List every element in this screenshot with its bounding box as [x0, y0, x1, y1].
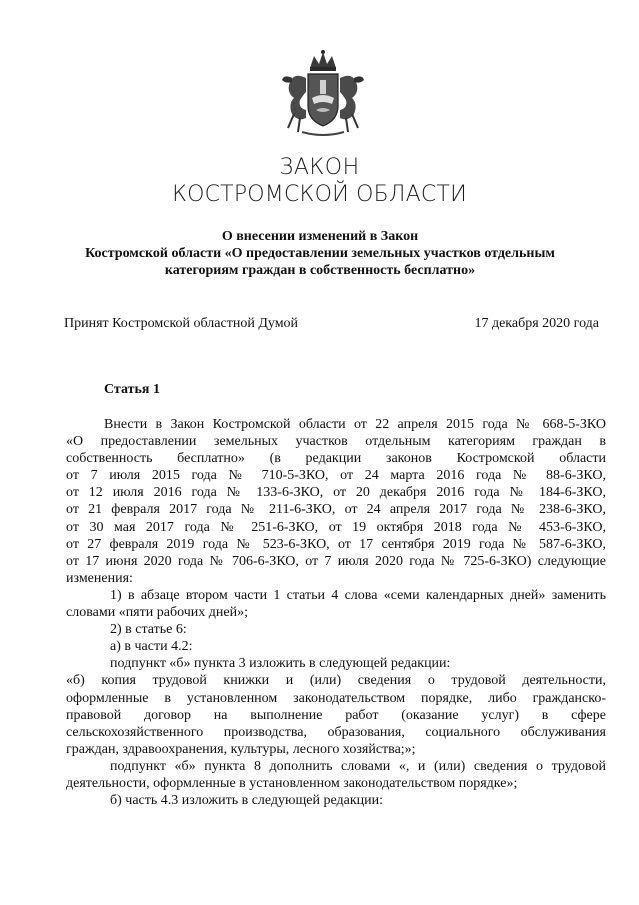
article-heading: Статья 1 — [104, 382, 160, 397]
body-line: б) часть 4.3 изложить в следующей редакции: — [110, 793, 384, 809]
adopted-by: Принят Костромской областной Думой — [64, 316, 299, 331]
body-line: «О предоставлении земельных участков отдельным категориям граждан в — [66, 434, 606, 450]
body-line: от 7 июля 2015 года № 710-5-ЗКО, от 24 марта 2016 года № 88-6-ЗКО, — [66, 468, 606, 484]
body-line: а) в части 4.2: — [110, 639, 193, 655]
body-line: деятельности, оформленные в установленном законодательством порядке»; — [66, 775, 518, 791]
subtitle-line-1: О внесении изменений в Закон — [221, 229, 419, 244]
body-line: сельскохозяйственного производства, образования, социального обслуживания — [66, 724, 606, 740]
left-lion-supporter-icon — [282, 76, 306, 132]
body-line: от 17 июня 2020 года № 706-6-ЗКО, от 7 июля 2020 года № 725-6-ЗКО) следующие — [66, 553, 606, 569]
coat-of-arms-emblem — [272, 48, 374, 140]
body-line: изменения: — [66, 570, 133, 586]
body-line: словами «пяти рабочих дней»; — [66, 605, 248, 621]
body-line: оформленные в установленном законодательством порядке, либо гражданско- — [66, 690, 606, 706]
body-line: от 30 мая 2017 года № 251-6-ЗКО, от 19 октября 2018 года № 453-6-ЗКО, — [66, 519, 606, 535]
law-title-line-1: ЗАКОН — [279, 155, 360, 180]
body-line: граждан, здравоохранения, культуры, лесного хозяйства;»; — [66, 741, 416, 757]
body-line: подпункт «б» пункта 3 изложить в следующей редакции: — [110, 656, 451, 672]
body-line: от 27 февраля 2019 года № 523-6-ЗКО, от 17 сентября 2019 года № 587-6-ЗКО, — [66, 536, 606, 552]
body-line: собственность бесплатно» (в редакции законов Костромской области — [66, 451, 606, 467]
subtitle-line-3: категориям граждан в собственность бесплатно» — [164, 263, 476, 278]
body-line: 1) в абзаце втором части 1 статьи 4 слова «семи календарных дней» заменить — [110, 587, 606, 603]
adoption-date: 17 декабря 2020 года — [474, 316, 599, 331]
right-lion-supporter-icon — [340, 76, 364, 132]
crown-icon — [310, 50, 336, 71]
body-line: «б) копия трудовой книжки и (или) сведения о трудовой деятельности, — [66, 673, 606, 689]
body-line: от 12 июля 2016 года № 133-6-ЗКО, от 20 декабря 2016 года № 184-6-ЗКО, — [66, 485, 606, 501]
shield-icon — [308, 74, 338, 126]
body-line: 2) в статье 6: — [110, 622, 187, 638]
body-line: правовой договор на выполнение работ (оказание услуг) в сфере — [66, 707, 606, 723]
body-line: от 21 февраля 2017 года № 211-6-ЗКО, от 24 апреля 2017 года № 238-6-ЗКО, — [66, 502, 606, 518]
body-line: подпункт «б» пункта 8 дополнить словами «, и (или) сведения о трудовой — [110, 758, 606, 774]
article-body — [66, 416, 606, 809]
body-line: Внести в Закон Костромской области от 22 апреля 2015 года № 668-5-ЗКО — [104, 417, 606, 432]
law-title-line-2: КОСТРОМСКОЙ ОБЛАСТИ — [172, 182, 467, 207]
subtitle-line-2: Костромской области «О предоставлении земельных участков отдельным — [85, 246, 555, 261]
